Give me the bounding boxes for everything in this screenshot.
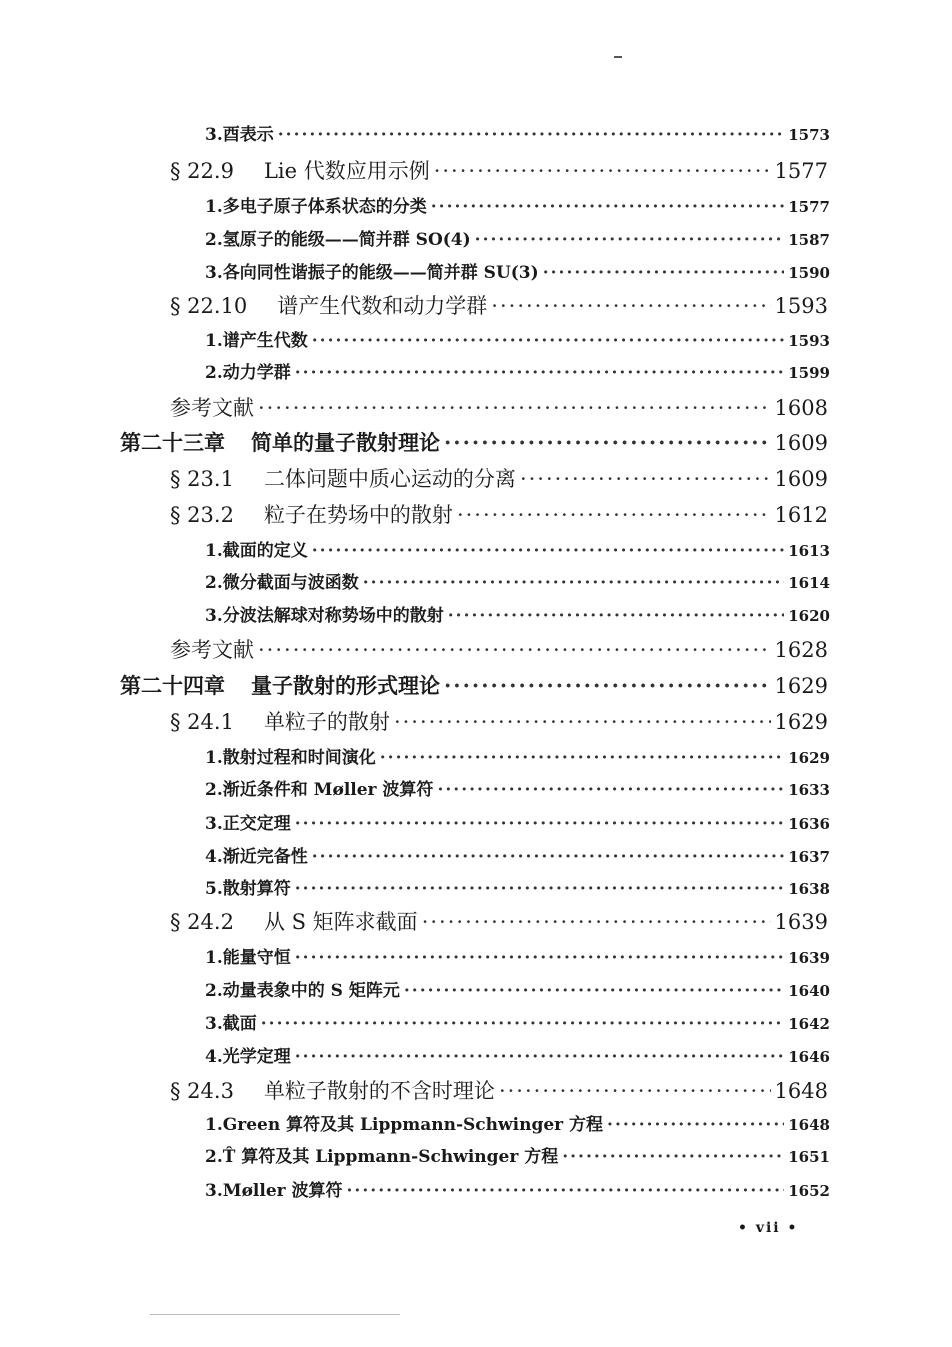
toc-entry[interactable]: [170, 706, 828, 736]
page-number: 1639: [788, 949, 830, 967]
entry-title: 1.Green 算符及其 Lippmann-Schwinger 方程: [205, 1115, 604, 1135]
page-number: 1651: [788, 1148, 830, 1166]
page-number: 1612: [774, 503, 828, 527]
dot-leader: [295, 814, 785, 834]
dot-leader: [295, 948, 785, 968]
dot-leader: [278, 125, 785, 145]
chapter-number: 第二十四章: [120, 673, 225, 698]
entry-title: 谱产生代数和动力学群: [277, 294, 488, 318]
toc-entry[interactable]: [205, 326, 830, 351]
dot-leader: [295, 363, 785, 383]
section-number: § 22.9: [170, 159, 234, 183]
entry-title: 单粒子散射的不含时理论: [263, 1079, 495, 1103]
toc-entry[interactable]: [205, 568, 830, 593]
toc-entry[interactable]: [205, 536, 830, 561]
entry-title: 2.微分截面与波函数: [205, 573, 359, 593]
toc-entry[interactable]: [205, 842, 830, 867]
toc-entry[interactable]: [170, 499, 828, 529]
dot-leader: [258, 396, 771, 420]
toc-entry[interactable]: [205, 743, 830, 768]
page-number: 1629: [774, 674, 828, 698]
page-number: 1648: [774, 1079, 828, 1103]
entry-title: 3.酉表示: [205, 125, 274, 145]
page-number: 1620: [788, 607, 830, 625]
dot-leader: [437, 780, 784, 800]
dot-leader: [499, 1079, 771, 1103]
entry-title: 2.氢原子的能级——简并群 SO(4): [205, 230, 471, 250]
toc-entry[interactable]: [205, 258, 830, 283]
dot-leader: [258, 638, 771, 662]
page-number: 1636: [788, 815, 830, 833]
dot-leader: [312, 847, 785, 867]
toc-entry[interactable]: [205, 943, 830, 968]
entry-title: Lie 代数应用示例: [263, 159, 430, 183]
page-number: 1593: [774, 294, 828, 318]
entry-title: 4.渐近完备性: [205, 847, 308, 867]
entry-title: 量子散射的形式理论: [251, 673, 440, 698]
page-number: 1587: [788, 231, 830, 249]
page-number-footer: • vii •: [738, 1220, 799, 1236]
entry-title: 3.正交定理: [205, 814, 291, 834]
dot-leader: [457, 503, 771, 527]
dot-leader: [380, 748, 785, 768]
page-number: 1629: [788, 749, 830, 767]
page-number: 1577: [774, 159, 828, 183]
toc-entry[interactable]: [205, 1009, 830, 1034]
dot-leader: [475, 230, 785, 250]
toc-entry[interactable]: [205, 1176, 830, 1201]
toc-entry[interactable]: [170, 1075, 828, 1105]
page-number: 1613: [788, 542, 830, 560]
dot-leader: [431, 197, 785, 217]
entry-title: 1.截面的定义: [205, 541, 308, 561]
page-number: 1640: [788, 982, 830, 1000]
page-number: 1638: [788, 880, 830, 898]
entry-title: 单粒子的散射: [263, 710, 390, 734]
dot-leader: [607, 1115, 784, 1135]
page-number: 1577: [788, 198, 830, 216]
entry-title: 参考文献: [170, 396, 254, 420]
toc-entry[interactable]: [170, 634, 828, 664]
entry-title: 从 S 矩阵求截面: [263, 910, 418, 934]
entry-title: 1.谱产生代数: [205, 331, 308, 351]
section-number: § 24.1: [170, 710, 234, 734]
page-number: 1573: [788, 126, 830, 144]
dot-leader: [434, 159, 771, 183]
toc-entry[interactable]: [205, 120, 830, 145]
page-number: 1609: [774, 431, 828, 455]
dot-leader: [444, 673, 771, 698]
toc-entry[interactable]: [205, 192, 830, 217]
toc-entry[interactable]: [170, 463, 828, 493]
scan-mark: [614, 56, 622, 58]
page-number: 1608: [774, 396, 828, 420]
entry-title: 粒子在势场中的散射: [263, 503, 453, 527]
dot-leader: [394, 710, 771, 734]
page-number: 1614: [788, 574, 830, 592]
entry-title: 简单的量子散射理论: [251, 430, 440, 455]
toc-entry[interactable]: [205, 775, 830, 800]
dot-leader: [347, 1181, 785, 1201]
dot-leader: [520, 467, 771, 491]
toc-entry[interactable]: [205, 601, 830, 626]
page-number: 1642: [788, 1015, 830, 1033]
dot-leader: [422, 910, 771, 934]
page-number: 1590: [788, 264, 830, 282]
entry-title: 1.散射过程和时间演化: [205, 748, 376, 768]
page-number: 1652: [788, 1182, 830, 1200]
dot-leader: [312, 331, 785, 351]
entry-title: 3.Møller 波算符: [205, 1181, 343, 1201]
entry-title: 3.各向同性谐振子的能级——简并群 SU(3): [205, 263, 539, 283]
entry-title: 2.T̂ 算符及其 Lippmann-Schwinger 方程: [205, 1147, 559, 1167]
section-number: § 24.3: [170, 1079, 234, 1103]
dot-leader: [261, 1014, 785, 1034]
toc-entry[interactable]: [205, 874, 830, 899]
page-number: 1628: [774, 638, 828, 662]
page-number: 1633: [788, 781, 830, 799]
dot-leader: [312, 541, 785, 561]
section-number: § 23.1: [170, 467, 234, 491]
entry-title: 3.分波法解球对称势场中的散射: [205, 606, 444, 626]
toc-entry[interactable]: [170, 906, 828, 936]
page-number: 1648: [788, 1116, 830, 1134]
entry-title: 3.截面: [205, 1014, 257, 1034]
page-number: 1609: [774, 467, 828, 491]
entry-title: 2.动量表象中的 S 矩阵元: [205, 981, 400, 1001]
toc-entry[interactable]: [170, 392, 828, 422]
entry-title: 2.动力学群: [205, 363, 291, 383]
entry-title: 2.渐近条件和 Møller 波算符: [205, 780, 434, 800]
dot-leader: [491, 294, 770, 318]
page-number: 1593: [788, 332, 830, 350]
dot-leader: [295, 879, 785, 899]
dot-leader: [444, 430, 771, 455]
dot-leader: [562, 1147, 784, 1167]
dot-leader: [448, 606, 785, 626]
entry-title: 4.光学定理: [205, 1047, 291, 1067]
dot-leader: [295, 1047, 785, 1067]
page-number: 1646: [788, 1048, 830, 1066]
dot-leader: [404, 981, 784, 1001]
section-number: § 22.10: [170, 294, 248, 318]
entry-title: 1.能量守恒: [205, 948, 291, 968]
section-number: § 24.2: [170, 910, 234, 934]
entry-title: 1.多电子原子体系状态的分类: [205, 197, 427, 217]
page-number: 1637: [788, 848, 830, 866]
scan-mark: [150, 1314, 400, 1315]
page-number: 1639: [774, 910, 828, 934]
toc-entry[interactable]: [170, 155, 828, 185]
toc-entry[interactable]: [205, 1142, 830, 1167]
toc-entry[interactable]: [205, 358, 830, 383]
entry-title: 参考文献: [170, 638, 254, 662]
page-number: 1599: [788, 364, 830, 382]
chapter-number: 第二十三章: [120, 430, 225, 455]
toc-entry[interactable]: [170, 290, 828, 320]
toc-entry[interactable]: [120, 670, 828, 700]
dot-leader: [363, 573, 785, 593]
page-number: 1629: [774, 710, 828, 734]
toc-entry[interactable]: [205, 976, 830, 1001]
toc-entry[interactable]: [205, 1110, 830, 1135]
dot-leader: [543, 263, 785, 283]
toc-entry[interactable]: [120, 427, 828, 457]
toc-entry[interactable]: [205, 809, 830, 834]
toc-entry[interactable]: [205, 225, 830, 250]
section-number: § 23.2: [170, 503, 234, 527]
entry-title: 二体问题中质心运动的分离: [263, 467, 516, 491]
toc-entry[interactable]: [205, 1042, 830, 1067]
entry-title: 5.散射算符: [205, 879, 291, 899]
